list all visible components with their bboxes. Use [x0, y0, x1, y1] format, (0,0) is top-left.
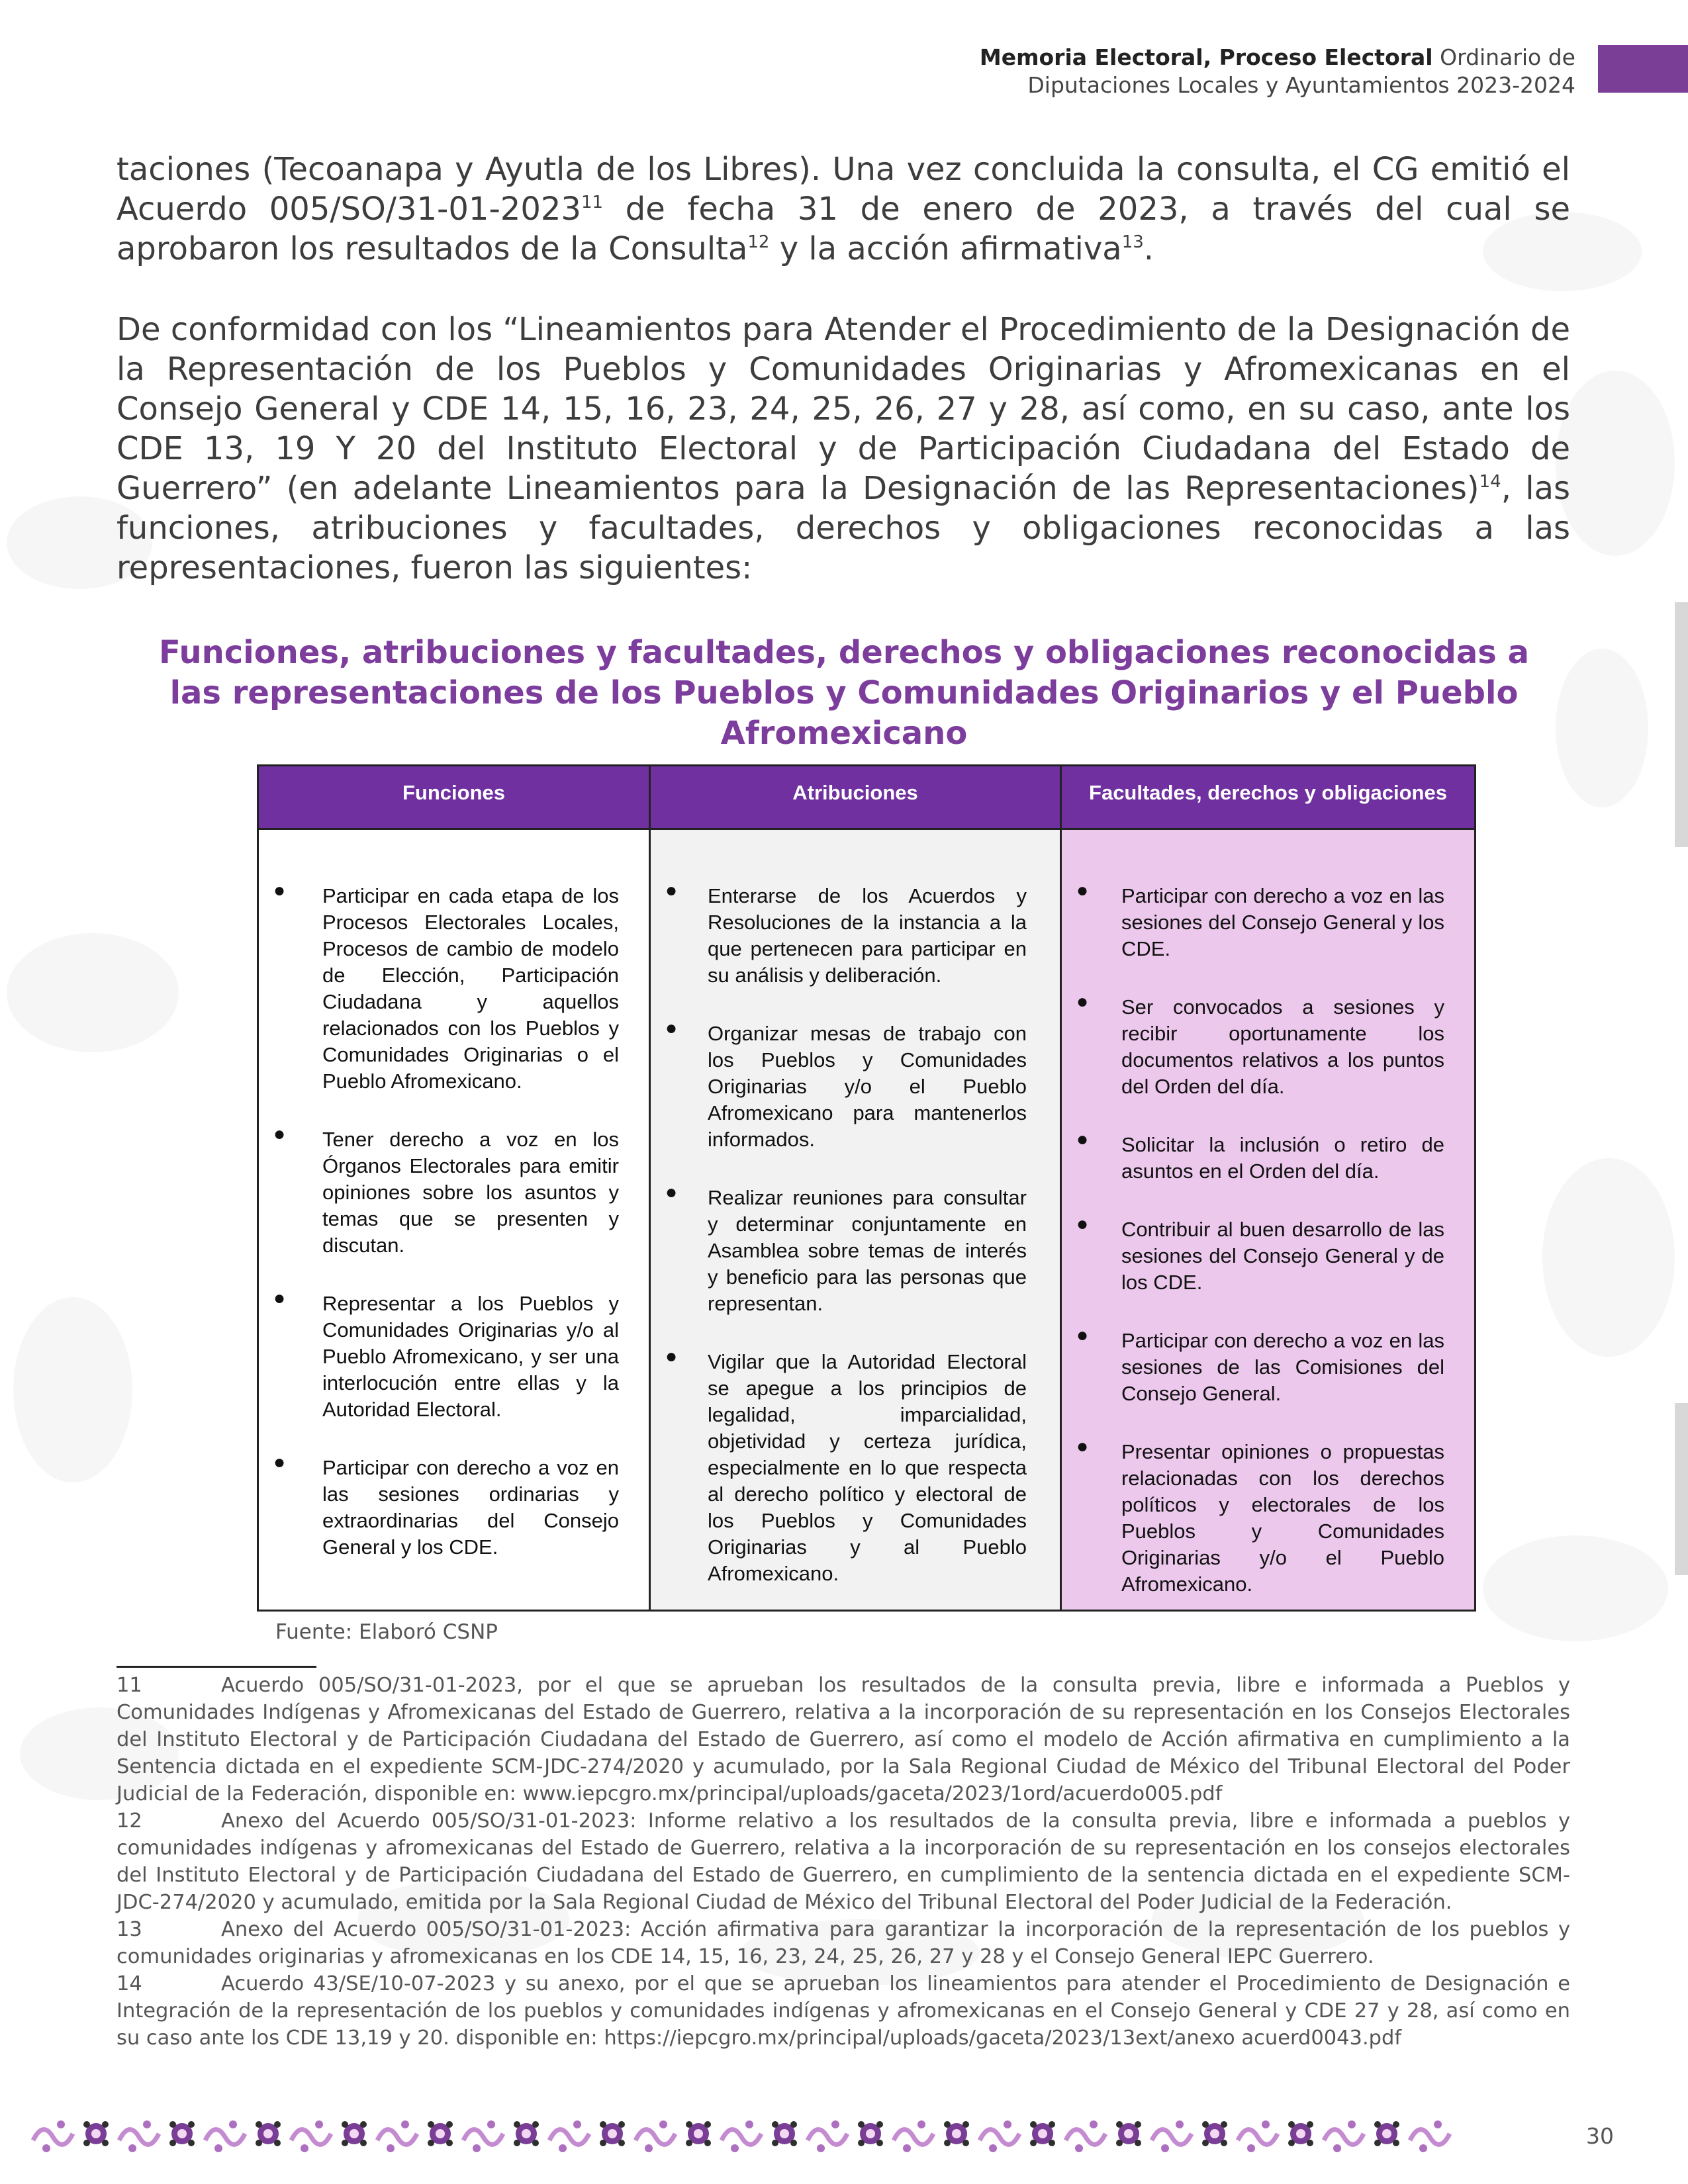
bullet-icon: ●	[273, 1123, 286, 1145]
bullet-icon: ●	[1076, 1435, 1089, 1457]
list-item-text: Solicitar la inclusión o retiro de asuntos en el Orden del día.	[1121, 1133, 1444, 1183]
list-item	[1076, 1213, 1444, 1296]
list-item	[273, 880, 619, 1095]
list-item	[665, 1181, 1027, 1317]
list-item-text: Participar con derecho a voz en las sesiones de las Comisiones del Consejo General.	[1121, 1329, 1444, 1405]
table-column-atribuciones	[651, 766, 1062, 1610]
para1-text-b: de fecha 31 de enero de 2023, a través del cual se aprobaron los resultados de la Consulta	[117, 191, 1570, 267]
para2-text-b: , las funciones, atribuciones y facultades, derechos y obligaciones reconocidas a las representaciones, fueron las siguientes:	[117, 470, 1571, 586]
body-cell-atribuciones	[651, 830, 1060, 1610]
table-column-facultades	[1062, 766, 1474, 1610]
list-item	[273, 1123, 619, 1259]
bullet-icon: ●	[665, 1017, 678, 1039]
bullet-icon: ●	[273, 880, 286, 901]
bullet-icon: ●	[665, 1181, 678, 1203]
list-item-text: Tener derecho a voz en los Órganos Electorales para emitir opiniones sobre los asuntos y temas que se presenten y discutan.	[322, 1128, 619, 1257]
table-title: Funciones, atribuciones y facultades, derechos y obligaciones reconocidas a las representaciones de los Pueblos y Comunidades Originarios y el Pueblo Afromexicano	[159, 634, 1529, 752]
footnote-text: Anexo del Acuerdo 005/SO/31-01-2023: Acción afirmativa para garantizar la incorporación de la representación de los pueblos y comunidades originarias y afromexicanas en los CDE 14, 15, 16, 23, 24, 25, 26, 27 y 28 y el Consejo General IEPC Guerrero.	[117, 1918, 1570, 1968]
bullet-icon: ●	[273, 1451, 286, 1473]
header-title-rest: Ordinario de	[1440, 44, 1575, 70]
list-item	[1076, 880, 1444, 962]
footnote-text: Acuerdo 43/SE/10-07-2023 y su anexo, por el que se aprueban los lineamientos para atender el Procedimiento de Designación e Integración de la representación de los pueblos y comunidades indígenas y afromexicanas en el Consejo General y CDE 27 y 28, así como en su caso ante los CDE 13,19 y 20. disponible en: https://iepcgro.mx/principal/uploads/gaceta/2023/13ext/anexo acuerd0043.pdf	[117, 1972, 1570, 2050]
list-item-text: Vigilar que la Autoridad Electoral se apegue a los principios de legalidad, imparcialidad, objetividad y certeza jurídica, especialmente en lo que respecta al derecho político y electoral de los Pueblos y Comunidades Originarias y al Pueblo Afromexicano.	[708, 1350, 1027, 1585]
para1-text-d: .	[1143, 230, 1154, 267]
embroidery-border	[26, 2110, 1483, 2158]
representations-table	[257, 764, 1476, 1612]
list-item-text: Ser convocados a sesiones y recibir oportunamente los documentos relativos a los puntos del Orden del día.	[1121, 995, 1444, 1098]
header-title-bold: Memoria Electoral, Proceso Electoral	[979, 44, 1433, 70]
footnote-number: 13	[117, 1918, 142, 1941]
list-item-text: Representar a los Pueblos y Comunidades Originarias y/o al Pueblo Afromexicano, y ser una interlocución entre ellas y la Autoridad Electoral.	[322, 1292, 619, 1421]
list-item-text: Contribuir al buen desarrollo de las sesiones del Consejo General y de los CDE.	[1121, 1218, 1444, 1294]
list-item-text: Enterarse de los Acuerdos y Resoluciones de la instancia a la que pertenecen para participar en su análisis y deliberación.	[708, 884, 1027, 987]
list-item-text: Participar con derecho a voz en las sesiones del Consejo General y los CDE.	[1121, 884, 1444, 960]
bullet-icon: ●	[1076, 1213, 1089, 1235]
header-accent-bar	[1598, 45, 1688, 93]
bullet-icon: ●	[1076, 1128, 1089, 1150]
body-paragraph-1	[117, 150, 1570, 269]
table-column-funciones	[259, 766, 651, 1610]
footnote-number: 12	[117, 1809, 142, 1833]
list-item-text: Participar en cada etapa de los Procesos Electorales Locales, Procesos de cambio de modelo de Elección, Participación Ciudadana y aquellos relacionados con los Pueblos y Comunidades Originarias o el Pueblo Afromexicano.	[322, 884, 619, 1093]
bullet-icon: ●	[665, 880, 678, 901]
body-cell-funciones	[259, 830, 649, 1610]
footnote-14	[117, 1970, 1570, 2052]
footnote-text: Anexo del Acuerdo 005/SO/31-01-2023: Informe relativo a los resultados de la consulta previa, libre e informada a pueblos y comunidades indígenas y afromexicanas del Estado de Guerrero, relativa a la incorporación de su representación en los consejos electorales del Instituto Electoral y de Participación Ciudadana del Estado de Guerrero, en cumplimiento de la sentencia dictada en el expediente SCM-JDC-274/2020 y acumulado, emitida por la Sala Regional Ciudad de México del Tribunal Electoral del Poder Judicial de la Federación.	[117, 1809, 1570, 1914]
footnote-separator	[117, 1666, 316, 1668]
bullet-icon: ●	[273, 1287, 286, 1309]
para2-text-a: De conformidad con los “Lineamientos para Atender el Procedimiento de la Designación de la Representación de los Pueblos y Comunidades Originarias y Afromexicanas en el Consejo General y CDE 14, 15, 16, 23, 24, 25, 26, 27 y 28, así como, en su caso, ante los CDE 13, 19 Y 20 del Instituto Electoral y de Participación Ciudadana del Estado de Guerrero” (en adelante Lineamientos para la Designación de las Representaciones)	[117, 311, 1570, 507]
list-item-text: Realizar reuniones para consultar y determinar conjuntamente en Asamblea sobre temas de interés y beneficio para las personas que representan.	[708, 1186, 1027, 1315]
bullet-icon: ●	[1076, 991, 1089, 1013]
bullet-icon: ●	[1076, 880, 1089, 901]
header-subtitle: Diputaciones Locales y Ayuntamientos 2023-2024	[1027, 72, 1575, 98]
list-item-text: Presentar opiniones o propuestas relacionadas con los derechos políticos y electorales de los Pueblos y Comunidades Originarias y/o el Pueblo Afromexicano.	[1121, 1440, 1444, 1596]
footnote-ref-13[interactable]: 13	[1121, 232, 1144, 252]
footnote-12	[117, 1807, 1570, 1916]
bullet-icon: ●	[665, 1345, 678, 1367]
running-header	[980, 44, 1575, 99]
bullet-icon: ●	[1076, 1324, 1089, 1346]
list-item	[273, 1451, 619, 1561]
para1-text-c: y la acción afirmativa	[769, 230, 1122, 267]
list-item	[1076, 991, 1444, 1100]
header-cell-facultades: Facultades, derechos y obligaciones	[1089, 781, 1447, 804]
list-item	[1076, 1435, 1444, 1598]
page-number: 30	[1586, 2123, 1614, 2149]
body-paragraph-2	[117, 310, 1570, 588]
body-cell-facultades	[1062, 830, 1474, 1610]
footnote-ref-12[interactable]: 12	[747, 232, 770, 252]
footnote-number: 11	[117, 1674, 142, 1697]
para1-text-a: taciones (Tecoanapa y Ayutla de los Libres). Una vez concluida la consulta, el CG emitió el Acuerdo 005/SO/31-01-2023	[117, 151, 1570, 228]
footnote-13	[117, 1916, 1570, 1970]
footnote-number: 14	[117, 1972, 142, 1995]
footnote-text: Acuerdo 005/SO/31-01-2023, por el que se aprueban los resultados de la consulta previa, libre e informada a Pueblos y Comunidades Indígenas y Afromexicanas del Estado de Guerrero, relativa a la incorporación de su representación en los Consejos Electorales del Instituto Electoral y de Participación Ciudadana del Estado de Guerrero, así como el modelo de Acción afirmativa en cumplimiento a la Sentencia dictada en el expediente SCM-JDC-274/2020 y acumulado, por la Sala Regional Ciudad de México del Tribunal Electoral del Poder Judicial de la Federación, disponible en: www.iepcgro.mx/principal/uploads/gaceta/2023/1ord/acuerdo005.pdf	[117, 1674, 1570, 1805]
list-item-text: Organizar mesas de trabajo con los Pueblos y Comunidades Originarias y/o el Pueblo Afromexicano para mantenerlos informados.	[708, 1022, 1027, 1151]
footnote-11	[117, 1672, 1570, 1807]
footnote-ref-11[interactable]: 11	[581, 193, 604, 212]
list-item	[1076, 1324, 1444, 1407]
header-cell-funciones: Funciones	[402, 781, 505, 804]
list-item	[273, 1287, 619, 1423]
list-item	[665, 1345, 1027, 1587]
footnotes	[117, 1672, 1570, 2052]
header-cell-atribuciones: Atribuciones	[792, 781, 918, 804]
footnote-ref-14[interactable]: 14	[1479, 472, 1501, 492]
list-item-text: Participar con derecho a voz en las sesiones ordinarias y extraordinarias del Consejo General y los CDE.	[322, 1456, 619, 1559]
list-item	[665, 880, 1027, 989]
list-item	[1076, 1128, 1444, 1185]
table-source-note: Fuente: Elaboró CSNP	[275, 1620, 498, 1644]
list-item	[665, 1017, 1027, 1153]
